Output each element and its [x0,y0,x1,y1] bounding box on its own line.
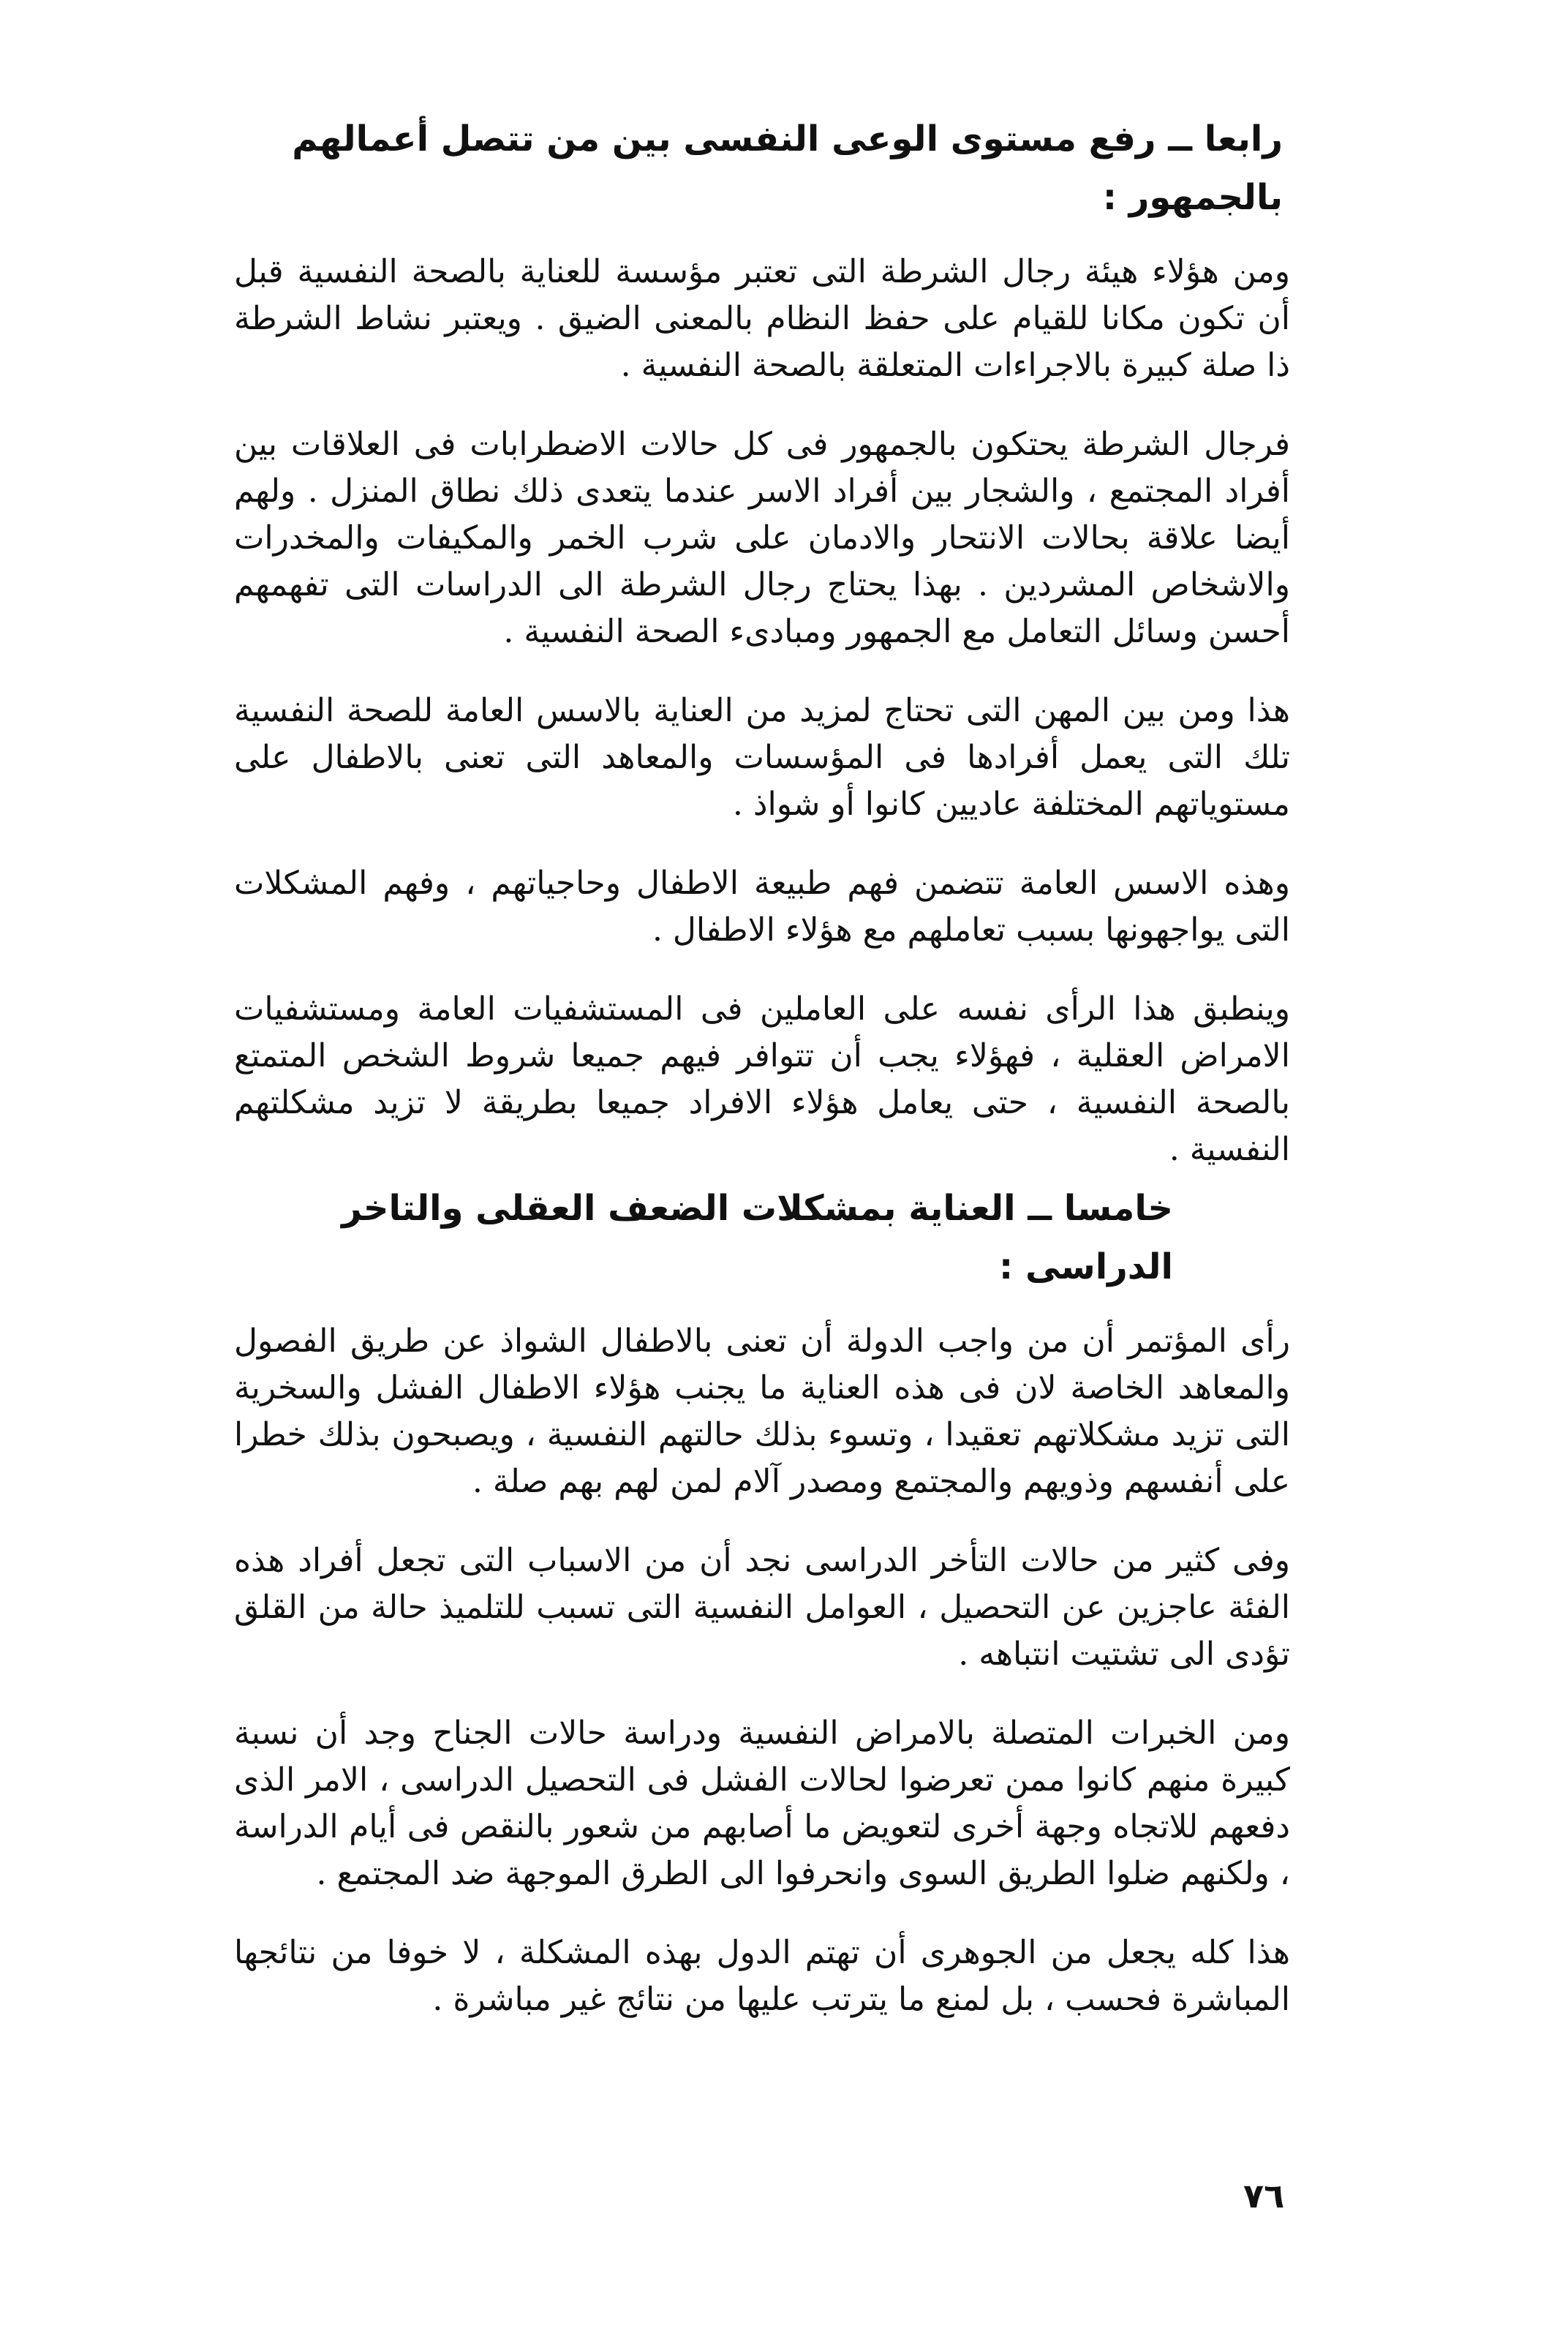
paragraph: فرجال الشرطة يحتكون بالجمهور فى كل حالات الاضطرابات فى العلاقات بين أفراد المجتمع ، والشجار بين أفراد الاسر عندما يتعدى ذلك نطاق المنزل . ولهم أيضا علاقة بحالات الانتحار والادمان على شرب الخمر والمكيفات والمخدرات والاشخاص المشردين . بهذا يحتاج رجال الشرطة الى الدراسات التى تفهمهم أحسن وسائل التعامل مع الجمهور ومبادىء الصحة النفسية . [234,426,1291,650]
paragraph: هذا ومن بين المهن التى تحتاج لمزيد من العناية بالاسس العامة للصحة النفسية تلك التى يعمل أفرادها فى المؤسسات والمعاهد التى تعنى بالاطفال على مستوياتهم المختلفة عاديين كانوا أو شواذ . [234,692,1290,823]
spacer [234,389,1290,421]
book-page [234,110,1290,2301]
page-number: ٧٦ [1243,2176,1285,2216]
spacer [234,1505,1290,1537]
spacer [234,1678,1290,1710]
paragraph: وهذه الاسس العامة تتضمن فهم طبيعة الاطفال وحاجياتهم ، وفهم المشكلات التى يواجهونها بسبب تعاملهم مع هؤلاء الاطفال . [234,865,1290,949]
spacer [234,1897,1290,1930]
spacer [234,655,1290,688]
paragraph: ومن هؤلاء هيئة رجال الشرطة التى تعتبر مؤسسة للعناية بالصحة النفسية قبل أن تكون مكانا للقيام على حفظ النظام بالمعنى الضيق . ويعتبر نشاط الشرطة ذا صلة كبيرة بالاجراءات المتعلقة بالصحة النفسية . [234,253,1290,384]
section-heading-5: خامسا ــ العناية بمشكلات الضعف العقلى والتاخر الدراسى : [342,1188,1173,1287]
section-heading-4: رابعا ــ رفع مستوى الوعى النفسى بين من تتصل أعمالهم بالجمهور : [292,118,1283,218]
paragraph: ومن الخبرات المتصلة بالامراض النفسية ودراسة حالات الجناح وجد أن نسبة كبيرة منهم كانوا ممن تعرضوا لحالات الفشل فى التحصيل الدراسى ، الامر الذى دفعهم للاتجاه وجهة أخرى لتعويض ما أصابهم من شعور بالنقص فى أيام الدراسة ، ولكنهم ضلوا الطريق السوى وانحرفوا الى الطرق الموجهة ضد المجتمع . [234,1714,1290,1892]
spacer [234,954,1290,986]
paragraph: رأى المؤتمر أن من واجب الدولة أن تعنى بالاطفال الشواذ عن طريق الفصول والمعاهد الخاصة لان فى هذه العناية ما يجنب هؤلاء الاطفال الفشل والسخرية التى تزيد مشكلاتهم تعقيدا ، وتسوء بذلك حالتهم النفسية ، ويصبحون بذلك خطرا على أنفسهم وذويهم والمجتمع ومصدر آلام لمن لهم بهم صلة . [234,1322,1290,1500]
paragraph: هذا كله يجعل من الجوهرى أن تهتم الدول بهذه المشكلة ، لا خوفا من نتائجها المباشرة فحسب ، بل لمنع ما يترتب عليها من نتائج غير مباشرة . [234,1934,1291,2018]
spacer [234,828,1290,860]
spacer [234,227,1290,249]
paragraph: وفى كثير من حالات التأخر الدراسى نجد أن من الاسباب التى تجعل أفراد هذه الفئة عاجزين عن التحصيل ، العوامل النفسية التى تسبب للتلميذ حالة من القلق تؤدى الى تشتيت انتباهه . [234,1542,1290,1673]
paragraph: وينطبق هذا الرأى نفسه على العاملين فى المستشفيات العامة ومستشفيات الامراض العقلية ، فهؤلاء يجب أن تتوافر فيهم جميعا شروط الشخص المتمتع بالصحة النفسية ، حتى يعامل هؤلاء الافراد جميعا بطريقة لا تزيد مشكلتهم النفسية . [234,990,1290,1168]
